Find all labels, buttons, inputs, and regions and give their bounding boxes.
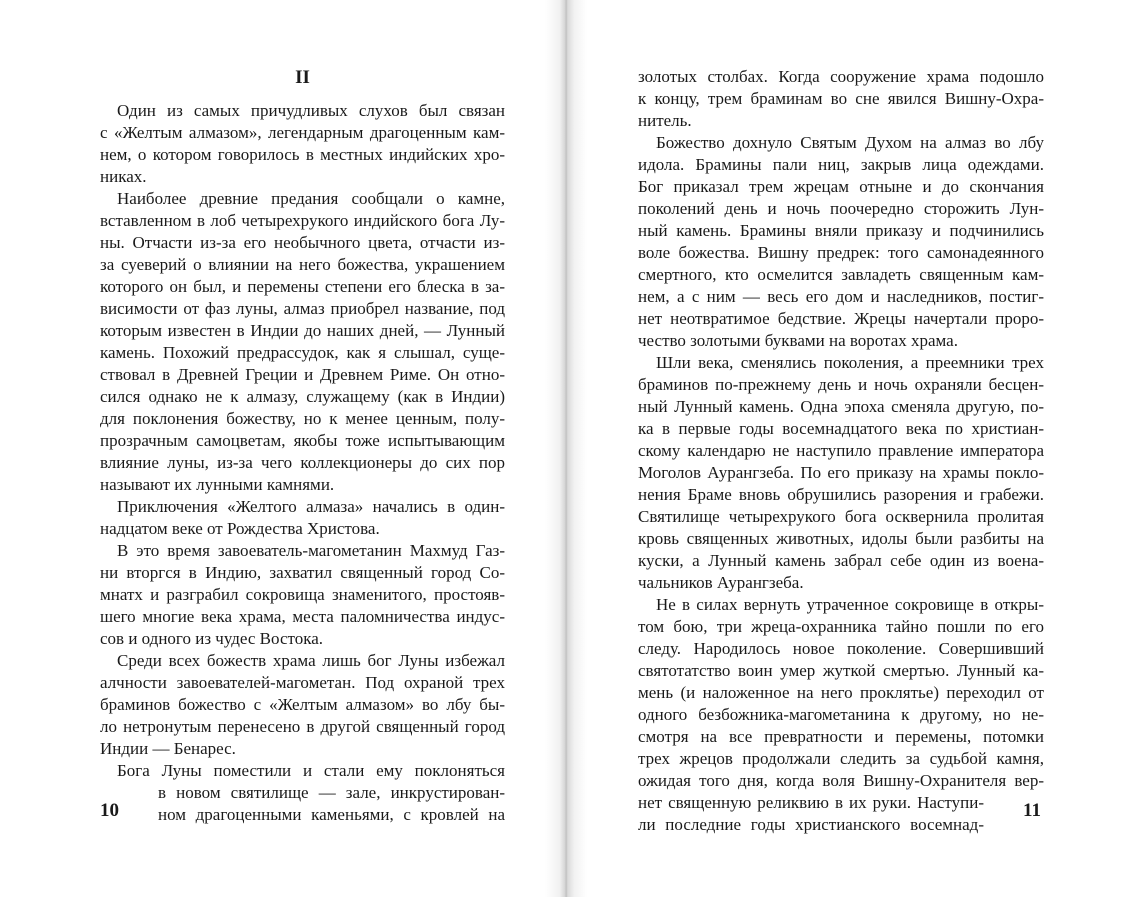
text-line: чальников Аурангзеба. (638, 573, 804, 592)
text-line: которого он был, и перемены степени его блеска в за- (100, 277, 505, 296)
right-page (566, 0, 1132, 897)
text-line: влияние луны, из-за чего коллекционеры до сих пор (100, 453, 505, 472)
text-line: для поклонения божеству, но к менее ценным, полу- (100, 409, 505, 428)
text-line: нем, о котором говорилось в местных индийских хро- (100, 145, 505, 164)
text-line: нения Браме вновь обрушились разорения и грабежи. (638, 485, 1044, 504)
text-line: которым известен в Индии до наших дней, — Лунный (100, 321, 505, 340)
text-line: ны. Отчасти из-за его необычного цвета, отчасти из- (100, 233, 505, 252)
text-line: смертного, кто осмелится завладеть священным кам- (638, 265, 1044, 284)
text-line: Один из самых причудливых слухов был связан (117, 101, 505, 120)
text-line: висимости от фаз луны, алмаз приобрел название, под (100, 299, 505, 318)
text-line: Шли века, сменялись поколения, а преемники трех (656, 353, 1044, 372)
text-line: ло нетронутым перенесено в другой священный город (100, 717, 505, 736)
text-line: за суеверий о влиянии на него божества, украшением (100, 255, 505, 274)
text-line: мнатх и разграбил сокровища знаменитого, простояв- (100, 585, 505, 604)
text-line: вставленном в лоб четырехрукого индийского бога Лу- (100, 211, 505, 230)
text-line: ни вторгся в Индию, захватил священный город Со- (100, 563, 505, 582)
chapter-heading: II (295, 67, 310, 88)
text-line: ном драгоценными каменьями, с кровлей на (158, 805, 505, 824)
text-line: к концу, трем браминам во сне явился Вишну-Охра- (638, 89, 1044, 108)
text-line: смотря на все превратности и перемены, потомки (638, 727, 1044, 746)
text-line: ка в первые годы восемнадцатого века по христиан- (638, 419, 1044, 438)
text-line: Бог приказал трем жрецам отныне и до скончания (638, 177, 1044, 196)
text-line: куски, а Лунный камень забрал себе один из военa- (638, 551, 1044, 570)
text-line: том бою, три жреца-охранника тайно пошли по его (638, 617, 1044, 636)
text-line: сов и одного из чудес Востока. (100, 629, 323, 648)
text-line: кровь священных животных, идолы были разбиты на (638, 529, 1044, 548)
text-line: В это время завоеватель-магометанин Махмуд Газ- (117, 541, 505, 560)
text-line: с «Желтым алмазом», легендарным драгоценным кам- (100, 123, 505, 142)
text-line: золотых столбах. Когда сооружение храма подошло (638, 67, 1044, 86)
text-line: трех жрецов продолжали следить за судьбой камня, (638, 749, 1044, 768)
text-line: мень (и наложенное на него проклятье) переходил от (638, 683, 1044, 702)
page-number: 10 (100, 800, 119, 821)
text-line: Божество дохнуло Святым Духом на алмаз во лбу (656, 133, 1044, 152)
text-line: Не в силах вернуть утраченное сокровище в откры- (656, 595, 1044, 614)
text-line: сился однако не к алмазу, служащему (как в Индии) (100, 387, 505, 406)
text-line: шего многие века храма, места паломничества индус- (100, 607, 505, 626)
text-line: ный Лунный камень. Одна эпоха сменяла другую, по- (638, 397, 1044, 416)
text-line: воле божества. Вишну предрек: того самонадеянного (638, 243, 1044, 262)
text-line: камень. Похожий предрассудок, как я слышал, суще- (100, 343, 505, 362)
text-line: следу. Народилось новое поколение. Совершивший (638, 639, 1044, 658)
text-line: нем, а с ним — весь его дом и наследников, постиг- (638, 287, 1044, 306)
text-line: нитель. (638, 111, 692, 130)
text-line: Индии — Бенарес. (100, 739, 236, 758)
text-line: ствовал в Древней Греции и Древнем Риме. Он отно- (100, 365, 505, 384)
text-line: нет священную реликвию в их руки. Наступи- (638, 793, 984, 812)
text-line: браминов божество с «Желтым алмазом» во лбу бы- (100, 695, 505, 714)
text-line: скому календарю не наступило правление императора (638, 441, 1044, 460)
text-line: Среди всех божеств храма лишь бог Луны избежал (117, 651, 505, 670)
text-line: чество золотыми буквами на воротах храма. (638, 331, 958, 350)
text-line: никах. (100, 167, 147, 186)
text-line: в новом святилище — зале, инкрустирован- (158, 783, 505, 802)
text-line: святотатство воин умер жуткой смертью. Лунный ка- (638, 661, 1044, 680)
text-line: Приключения «Желтого алмаза» начались в один- (117, 497, 505, 516)
text-line: ожидая того дня, когда воля Вишну-Охранителя вер- (638, 771, 1044, 790)
text-line: нет неотвратимое бедствие. Жрецы начертали проро- (638, 309, 1044, 328)
text-line: идола. Брамины пали ниц, закрыв лица одеждами. (638, 155, 1044, 174)
text-line: Святилище четырехрукого бога осквернила пролитая (638, 507, 1044, 526)
text-line: надцатом веке от Рождества Христова. (100, 519, 380, 538)
text-line: браминов по-прежнему день и ночь охраняли бесцен- (638, 375, 1044, 394)
text-line: Наиболее древние предания сообщали о камне, (117, 189, 505, 208)
book-gutter (545, 0, 587, 897)
text-line: алчности завоевателей-магометан. Под охраной трех (100, 673, 505, 692)
text-line: прозрачным самоцветам, якобы тоже испытывающим (100, 431, 505, 450)
text-line: ный камень. Брамины вняли приказу и подчинились (638, 221, 1044, 240)
text-line: ли последние годы христианского восемнад- (638, 815, 984, 834)
text-line: Моголов Аурангзеба. По его приказу на храмы покло- (638, 463, 1044, 482)
text-line: называют их лунными камнями. (100, 475, 335, 494)
text-line: одного безбожника-магометанина к другому, но не- (638, 705, 1044, 724)
text-line: Бога Луны поместили и стали ему поклоняться (117, 761, 505, 780)
page-number: 11 (1023, 800, 1041, 821)
text-line: поколений день и ночь поочередно сторожить Лун- (638, 199, 1044, 218)
